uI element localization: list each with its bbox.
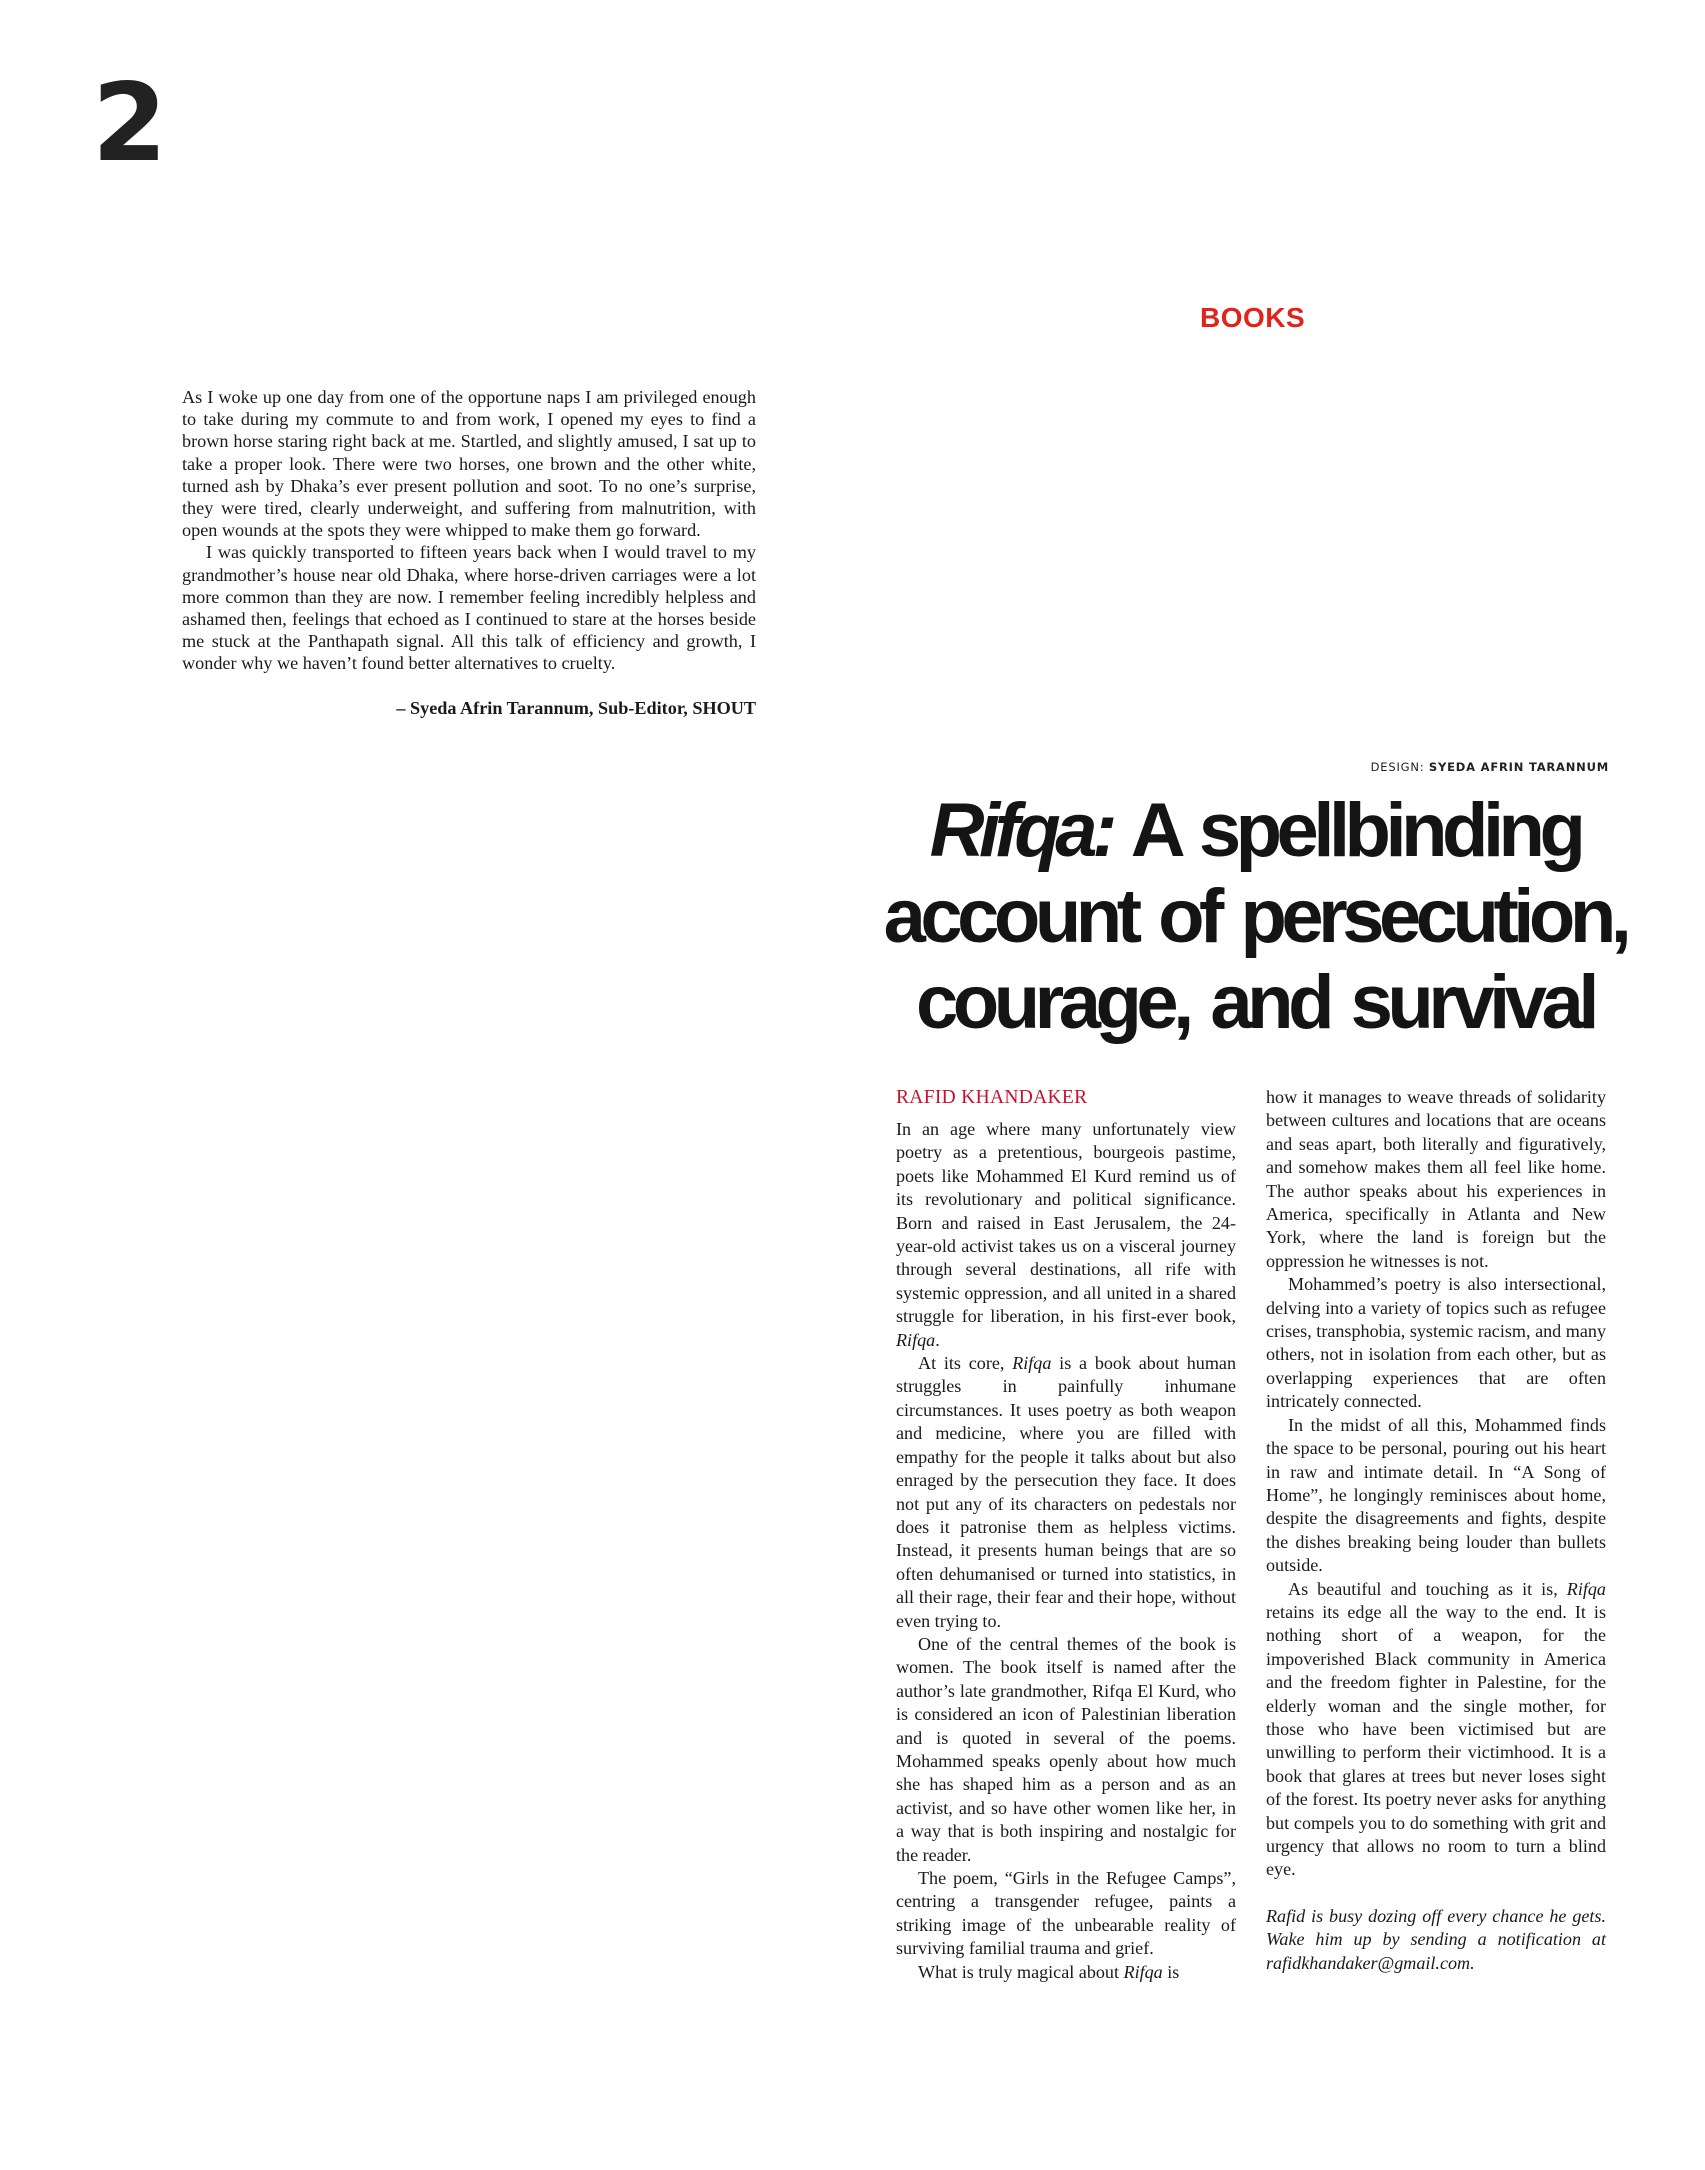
article-paragraph (896, 1118, 1236, 1352)
headline-book-title: Rifqa: (929, 788, 1112, 873)
book-title-italic: Rifqa (1012, 1353, 1052, 1374)
article-paragraph: Mohammed’s poetry is also intersectional, delving into a variety of topics such as refugee crises, transphobia, systemic racism, and many others, not in isolation from each other, but as overlapping experiences that are often intricately connected. (1266, 1274, 1606, 1412)
article-column-right (1266, 1086, 1606, 1975)
article-paragraph: In the midst of all this, Mohammed finds the space to be personal, pouring out his heart in raw and intimate detail. In “A Song of Home”, he longingly reminisces about home, despite the disagreements and fights, despite the dishes breaking being louder than bullets outside. (1266, 1414, 1606, 1576)
author-bio: Rafid is busy dozing off every chance he gets. Wake him up by sending a notification at rafidkhandaker@gmail.com. (1266, 1905, 1606, 1973)
article-paragraph (896, 1352, 1236, 1633)
article-paragraph (896, 1961, 1236, 1984)
text-run: is a book about human struggles in painfully inhumane circumstances. It uses poetry as both weapon and medicine, where you are filled with empathy for the people it talks about but also enraged by the persecution they face. It does not put any of its characters on pedestals nor does it patronise them as helpless victims. Instead, it presents human beings that are so often dehumanised or turned into statistics, in all their rage, their fear and their hope, without even trying to. (896, 1353, 1236, 1631)
book-title-italic: Rifqa (1566, 1578, 1606, 1599)
article-column-left (896, 1086, 1236, 1984)
design-credit-label: DESIGN: (1370, 760, 1425, 774)
article-paragraph: One of the central themes of the book is women. The book itself is named after the author’s late grandmother, Rifqa El Kurd, who is considered an icon of Palestinian liberation and is quoted in several of the poems. Mohammed speaks openly about how much she has shaped him as a person and as an activist, and so have other women like her, in a way that is both inspiring and nostalgic for the reader. (896, 1633, 1236, 1865)
headline-line-3: courage, and survival (916, 960, 1594, 1045)
text-run: . (935, 1329, 940, 1350)
text-run: What is truly magical about (918, 1961, 1119, 1982)
text-run: As beautiful and touching as it is, (1288, 1578, 1558, 1599)
section-label: BOOKS (1200, 302, 1306, 333)
headline-line-2: account of persecution, (883, 874, 1627, 959)
text-run: retains its edge all the way to the end. It is nothing short of a weapon, for the impoverished Black community in America and the freedom fighter in Palestine, for the elderly woman and the single mother, for those who have been victimised but are unwilling to perform their victimhood. It is a book that glares at trees but never loses sight of the forest. Its poetry never asks for anything but compels you to do something with grit and urgency that allows no room to turn a blind eye. (1266, 1601, 1606, 1880)
excerpt-column (182, 386, 756, 719)
design-credit (1371, 760, 1609, 774)
text-run: is (1167, 1961, 1180, 1982)
headline-line-1-rest: A spellbinding (1130, 788, 1581, 873)
excerpt-paragraph: As I woke up one day from one of the opportune naps I am privileged enough to take during my commute to and from work, I opened my eyes to find a brown horse staring right back at me. Startled, and slightly amused, I sat up to take a proper look. There were two horses, one brown and the other white, turned ash by Dhaka’s ever present pollution and soot. To no one’s surprise, they were tired, clearly underweight, and suffering from malnutrition, with open wounds at the spots they were whipped to make them go forward. (182, 387, 756, 541)
article-paragraph (1266, 1578, 1606, 1882)
excerpt-credit: – Syeda Afrin Tarannum, Sub-Editor, SHOUT (396, 697, 756, 718)
byline: RAFID KHANDAKER (896, 1087, 1088, 1108)
headline-line-1 (880, 788, 1630, 874)
book-title-italic: Rifqa (896, 1329, 936, 1350)
article-headline (880, 788, 1630, 1046)
design-credit-name: SYEDA AFRIN TARANNUM (1428, 760, 1609, 774)
book-title-italic: Rifqa (1123, 1961, 1163, 1982)
article-paragraph: how it manages to weave threads of solidarity between cultures and locations that are oceans and seas apart, both literally and figuratively, and somehow makes them all feel like home. The author speaks about his experiences in America, specifically in Atlanta and New York, where the land is foreign but the oppression he witnesses is not. (1266, 1087, 1606, 1271)
page-number: 2 (92, 61, 168, 186)
text-run: In an age where many unfortunately view poetry as a pretentious, bourgeois pastime, poets like Mohammed El Kurd remind us of its revolutionary and political significance. Born and raised in East Jerusalem, the 24-year-old activist takes us on a visceral journey through several destinations, all rife with systemic oppression, and all united in a shared struggle for liberation, in his first-ever book, (896, 1119, 1236, 1327)
article-paragraph: The poem, “Girls in the Refugee Camps”, centring a transgender refugee, paints a striking image of the unbearable reality of surviving familial trauma and grief. (896, 1868, 1236, 1959)
excerpt-paragraph: I was quickly transported to fifteen years back when I would travel to my grandmother’s house near old Dhaka, where horse-driven carriages were a lot more common than they are now. I remember feeling incredibly helpless and ashamed then, feelings that echoed as I continued to stare at the horses beside me stuck at the Panthapath signal. All this talk of efficiency and growth, I wonder why we haven’t found better alternatives to cruelty. (182, 542, 756, 674)
text-run: At its core, (918, 1353, 1005, 1374)
